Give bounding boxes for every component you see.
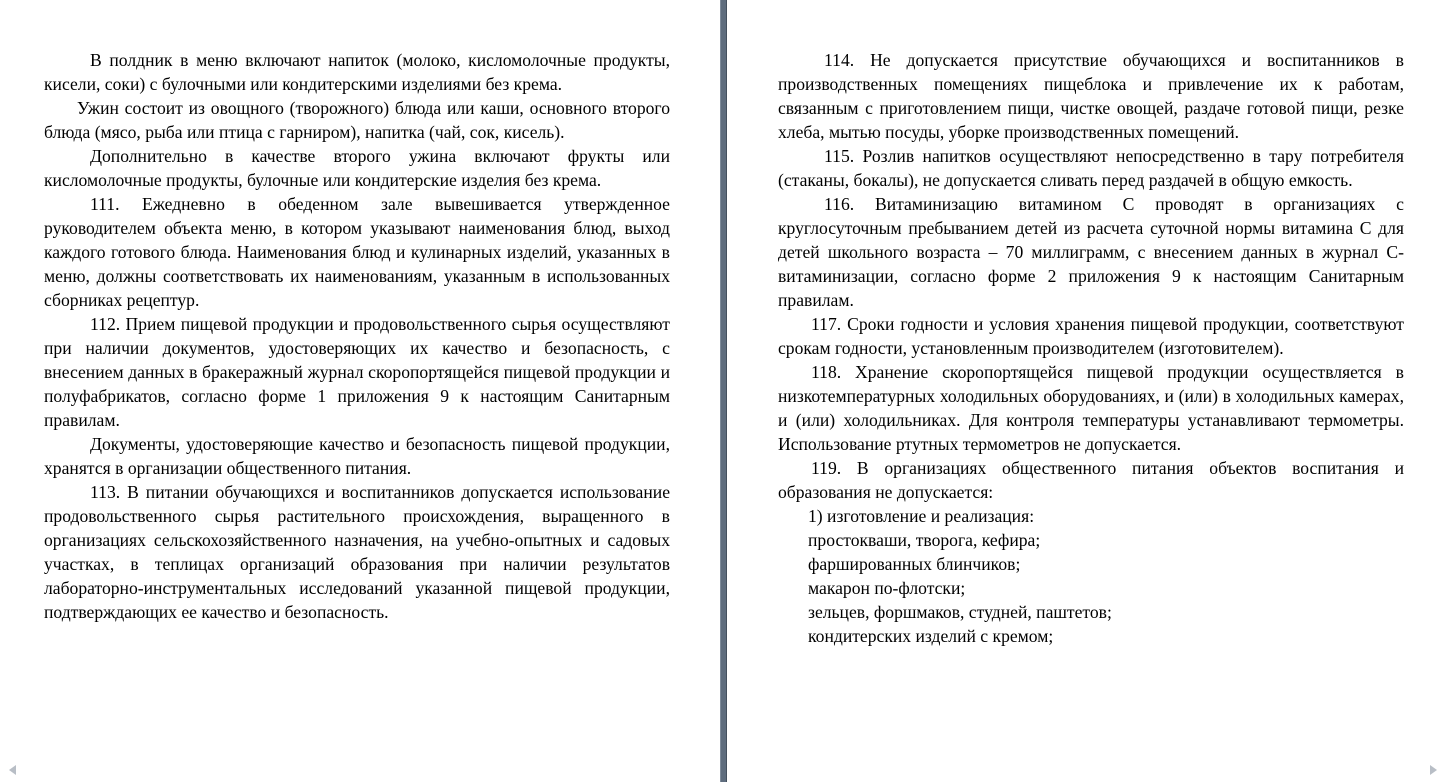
right-page (727, 0, 1446, 782)
list-item: простокваши, творога, кефира; (808, 530, 1041, 550)
list-item: фаршированных блинчиков; (808, 554, 1021, 574)
arrow-right-icon[interactable] (1426, 764, 1440, 776)
paragraph-112: 112. Прием пищевой продукции и продовольственного сырья осуществляют при наличии документов, удостоверяющих их качество и безопасность, с внесением данных в бракеражный журнал скоропортящейся пищевой продукции и полуфабрикатов, согласно форме 1 приложения 9 к настоящим Санитарным правилам. (44, 314, 670, 430)
paragraph-117: 117. Сроки годности и условия хранения пищевой продукции, соответствуют срокам годности, установленным производителем (изготовителем). (778, 314, 1404, 358)
paragraph-second-dinner: Дополнительно в качестве второго ужина включают фрукты или кисломолочные продукты, булочные или кондитерские изделия без крема. (44, 146, 670, 190)
list-item: макарон по-флотски; (808, 578, 966, 598)
paragraph-118: 118. Хранение скоропортящейся пищевой продукции осуществляется в низкотемпературных холодильных оборудованиях, и (или) в холодильных камерах, и (или) холодильниках. Для контроля температуры устанавливают термометры. Использование ртутных термометров не допускается. (778, 362, 1404, 454)
arrow-left-icon[interactable] (6, 764, 20, 776)
paragraph-111: 111. Ежедневно в обеденном зале вывешивается утвержденное руководителем объекта меню, в котором указывают наименования блюд, выход каждого готового блюда. Наименования блюд и кулинарных изделий, указанных в меню, должны соответствовать их наименованиям, указанным в использованных сборниках рецептур. (44, 194, 670, 310)
paragraph-dinner: Ужин состоит из овощного (творожного) блюда или каши, основного второго блюда (мясо, рыба или птица с гарниром), напитка (чай, сок, кисель). (44, 98, 670, 142)
list-item: зельцев, форшмаков, студней, паштетов; (808, 602, 1112, 622)
left-page-text (44, 48, 670, 624)
page-divider (720, 0, 727, 782)
paragraph-116: 116. Витаминизацию витамином С проводят в организациях с круглосуточным пребыванием детей из расчета суточной нормы витамина С для детей школьного возраста – 70 миллиграмм, с внесением данных в журнал С-витаминизации, согласно форме 2 приложения 9 к настоящим Санитарным правилам. (778, 194, 1404, 310)
paragraph-113: 113. В питании обучающихся и воспитанников допускается использование продовольственного сырья растительного происхождения, выращенного в организациях сельскохозяйственного назначения, на учебно-опытных и садовых участках, в теплицах организаций образования при наличии результатов лабораторно-инструментальных исследований указанной пищевой продукции, подтверждающих ее качество и безопасность. (44, 482, 670, 622)
list-item: кондитерских изделий с кремом; (808, 626, 1054, 646)
paragraph-119: 119. В организациях общественного питания объектов воспитания и образования не допускается: (778, 458, 1404, 502)
right-page-text (778, 48, 1404, 648)
paragraph-documents: Документы, удостоверяющие качество и безопасность пищевой продукции, хранятся в организации общественного питания. (44, 434, 670, 478)
left-page (0, 0, 720, 782)
paragraph-115: 115. Розлив напитков осуществляют непосредственно в тару потребителя (стаканы, бокалы), не допускается сливать перед раздачей в общую емкость. (778, 146, 1404, 190)
paragraph-afternoon-snack: В полдник в меню включают напиток (молоко, кисломолочные продукты, кисели, соки) с булочными или кондитерскими изделиями без крема. (44, 50, 670, 94)
paragraph-114: 114. Не допускается присутствие обучающихся и воспитанников в производственных помещениях пищеблока и привлечение их к работам, связанным с приготовлением пищи, чистке овощей, раздаче готовой пищи, резке хлеба, мытью посуды, уборке производственных помещений. (778, 50, 1404, 142)
list-item: 1) изготовление и реализация: (808, 506, 1035, 526)
